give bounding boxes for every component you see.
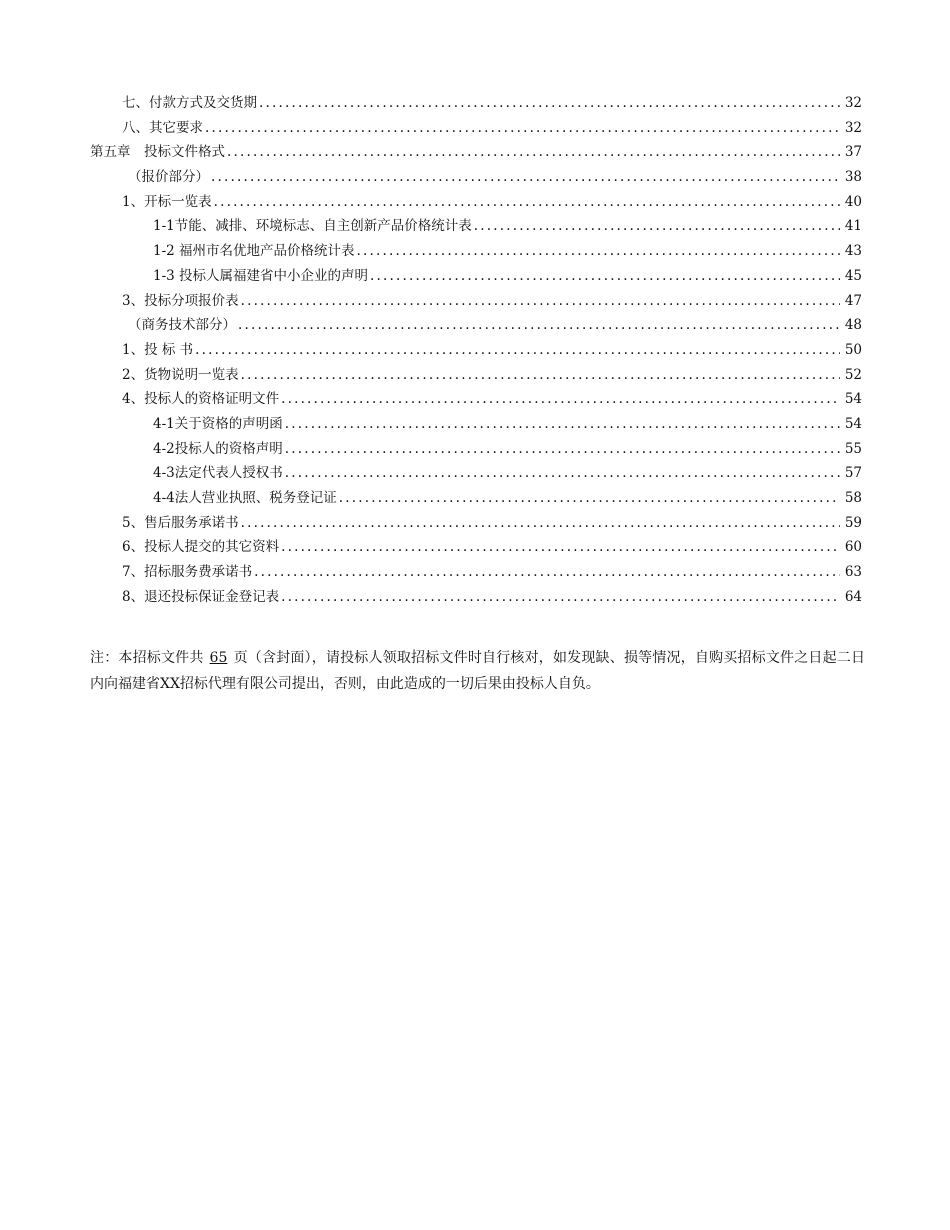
toc-entry[interactable] bbox=[90, 560, 862, 585]
toc-leader-dots bbox=[259, 91, 840, 116]
toc-leader-dots bbox=[281, 535, 840, 560]
toc-entry[interactable] bbox=[90, 412, 862, 437]
toc-entry-page: 57 bbox=[844, 465, 862, 482]
toc-leader-dots bbox=[281, 387, 840, 412]
toc-entry-page: 54 bbox=[844, 415, 862, 432]
toc-entry-page: 50 bbox=[844, 341, 862, 358]
toc-entry-page: 43 bbox=[844, 243, 862, 260]
toc-entry-page: 60 bbox=[844, 539, 862, 556]
toc-entry-page: 41 bbox=[844, 218, 862, 235]
note-text-after: 页（含封面），请投标人领取招标文件时自行核对，如发现缺、损等情况，自购买招标文件之日起二日内向福建省XX招标代理有限公司提出，否则，由此造成的一切后果由投标人自负。 bbox=[90, 650, 866, 692]
toc-entry-page: 47 bbox=[844, 292, 862, 309]
toc-entry[interactable] bbox=[90, 214, 862, 239]
toc-leader-dots bbox=[241, 289, 840, 314]
toc-entry-title: 4、投标人的资格证明文件 bbox=[122, 391, 280, 408]
toc-entry-title: 4-4法人营业执照、税务登记证 bbox=[153, 490, 337, 506]
toc-entry-title: 3、投标分项报价表 bbox=[122, 292, 239, 309]
toc-entry[interactable] bbox=[90, 585, 862, 610]
toc-leader-dots bbox=[254, 560, 840, 585]
toc-leader-dots bbox=[238, 313, 840, 338]
toc-leader-dots bbox=[227, 140, 840, 165]
toc-entry[interactable] bbox=[90, 91, 862, 116]
toc-entry-page: 37 bbox=[844, 144, 862, 161]
toc-entry-title: 4-1关于资格的声明函 bbox=[153, 415, 283, 432]
toc-leader-dots bbox=[474, 214, 840, 239]
toc-entry[interactable] bbox=[90, 363, 862, 388]
toc-entry-title: 第五章 投标文件格式 bbox=[90, 144, 225, 161]
toc-entry[interactable] bbox=[90, 239, 862, 264]
toc-leader-dots bbox=[211, 165, 840, 190]
toc-entry-page: 45 bbox=[844, 267, 862, 284]
toc-leader-dots bbox=[195, 338, 840, 363]
toc-leader-dots bbox=[214, 190, 840, 215]
toc-leader-dots bbox=[339, 486, 840, 511]
toc-entry-page: 32 bbox=[844, 119, 862, 136]
toc-entry[interactable] bbox=[90, 437, 862, 462]
note-page-count: 65 bbox=[209, 650, 228, 666]
toc-entry-page: 55 bbox=[844, 440, 862, 457]
toc-entry-title: 七、付款方式及交货期 bbox=[122, 95, 257, 111]
toc-entry[interactable] bbox=[90, 535, 862, 560]
toc-entry[interactable] bbox=[90, 140, 862, 165]
toc-entry-page: 32 bbox=[844, 95, 862, 111]
toc-entry-title: 7、招标服务费承诺书 bbox=[122, 564, 253, 581]
toc-entry-page: 48 bbox=[844, 317, 862, 334]
toc-entry[interactable] bbox=[90, 313, 862, 338]
toc-entry-title: 1-1节能、减排、环境标志、自主创新产品价格统计表 bbox=[153, 218, 472, 235]
toc-entry[interactable] bbox=[90, 511, 862, 536]
toc-entry-title: 八、其它要求 bbox=[122, 119, 203, 136]
toc-entry-title: 4-2投标人的资格声明 bbox=[153, 440, 283, 457]
toc-entry[interactable] bbox=[90, 289, 862, 314]
toc-entry[interactable] bbox=[90, 190, 862, 215]
toc-entry-title: 4-3法定代表人授权书 bbox=[153, 465, 283, 482]
toc-entry-page: 40 bbox=[844, 193, 862, 210]
toc-entry[interactable] bbox=[90, 338, 862, 363]
toc-entry-page: 52 bbox=[844, 366, 862, 383]
toc-leader-dots bbox=[285, 412, 840, 437]
toc-leader-dots bbox=[241, 511, 840, 536]
toc-entry-page: 38 bbox=[844, 169, 862, 186]
toc-entry-title: （商务技术部分） bbox=[128, 317, 236, 334]
toc-entry-page: 54 bbox=[844, 391, 862, 408]
document-note bbox=[90, 645, 865, 697]
toc-leader-dots bbox=[281, 585, 840, 610]
toc-leader-dots bbox=[285, 461, 840, 486]
toc-entry-title: 8、退还投标保证金登记表 bbox=[122, 588, 280, 605]
toc-leader-dots bbox=[285, 437, 840, 462]
table-of-contents bbox=[90, 91, 862, 609]
toc-entry-page: 58 bbox=[844, 490, 862, 506]
toc-entry[interactable] bbox=[90, 486, 862, 511]
toc-entry-title: 1、开标一览表 bbox=[122, 193, 212, 210]
toc-entry[interactable] bbox=[90, 264, 862, 289]
toc-leader-dots bbox=[205, 116, 840, 141]
toc-entry-title: 5、售后服务承诺书 bbox=[122, 514, 239, 531]
toc-entry-title: 2、货物说明一览表 bbox=[122, 366, 239, 383]
toc-entry-title: 1-3 投标人属福建省中小企业的声明 bbox=[153, 267, 369, 284]
note-text-before: 注：本招标文件共 bbox=[90, 650, 204, 666]
toc-leader-dots bbox=[241, 363, 840, 388]
toc-entry-page: 59 bbox=[844, 514, 862, 531]
toc-entry-title: 1、投 标 书 bbox=[122, 341, 194, 358]
toc-entry[interactable] bbox=[90, 387, 862, 412]
toc-entry-page: 64 bbox=[844, 588, 862, 605]
toc-entry-title: （报价部分） bbox=[128, 169, 209, 186]
toc-entry[interactable] bbox=[90, 461, 862, 486]
toc-entry[interactable] bbox=[90, 165, 862, 190]
toc-entry-title: 6、投标人提交的其它资料 bbox=[122, 539, 280, 556]
toc-leader-dots bbox=[370, 264, 840, 289]
toc-entry[interactable] bbox=[90, 116, 862, 141]
toc-leader-dots bbox=[357, 239, 840, 264]
toc-entry-title: 1-2 福州市名优地产品价格统计表 bbox=[153, 243, 355, 260]
toc-entry-page: 63 bbox=[844, 564, 862, 581]
